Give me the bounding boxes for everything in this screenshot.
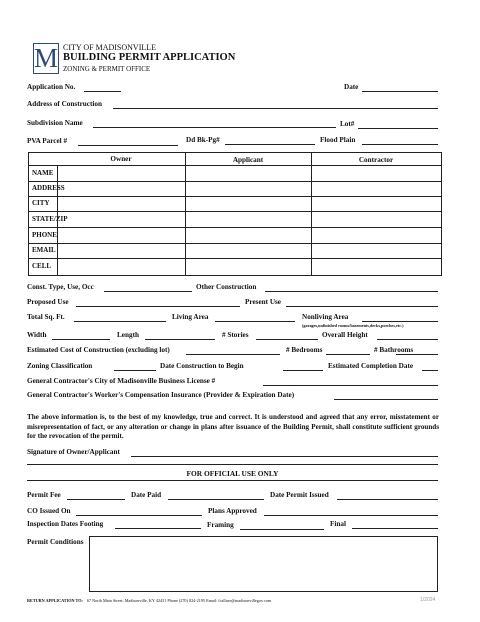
framing-field[interactable] — [240, 529, 324, 530]
official-heading: FOR OFFICIAL USE ONLY — [186, 469, 279, 478]
overall-height-label: Overall Height — [322, 331, 368, 339]
lot-label: Lot# — [340, 120, 355, 128]
signature-field[interactable] — [131, 456, 438, 457]
dd-bk-label: Dd Bk-Pg# — [186, 136, 220, 144]
plans-approved-field[interactable] — [264, 515, 438, 516]
official-top-rule — [27, 464, 438, 465]
est-cost-label: Estimated Cost of Construction (excluding lot) — [27, 346, 170, 354]
framing-label: Framing — [207, 521, 234, 529]
logo-letter: M — [34, 43, 59, 73]
present-use-label: Present Use — [245, 298, 281, 306]
subdivision-label: Subdivision Name — [27, 119, 83, 127]
contact-table — [28, 152, 442, 276]
row-label-name: NAME — [32, 169, 54, 177]
contractor-header: Contractor — [358, 156, 394, 164]
zoning-label: Zoning Classification — [27, 362, 93, 370]
overall-height-field[interactable] — [377, 339, 438, 340]
date-begin-field[interactable] — [283, 370, 323, 371]
flood-plain-field[interactable] — [362, 144, 438, 145]
subdivision-field[interactable] — [93, 127, 336, 128]
width-label: Width — [27, 331, 47, 339]
length-field[interactable] — [145, 339, 215, 340]
date-label: Date — [344, 83, 359, 91]
city-name: CITY OF MADISONVILLE — [63, 43, 157, 52]
living-area-label: Living Area — [172, 313, 209, 321]
permit-fee-field[interactable] — [67, 499, 125, 500]
permit-conditions-box[interactable] — [89, 536, 438, 592]
other-construction-field[interactable] — [265, 291, 438, 292]
est-cost-field[interactable] — [186, 354, 280, 355]
bathrooms-label: # Bathrooms — [374, 346, 414, 354]
row-label-email: EMAIL — [32, 246, 56, 254]
application-no-label: Application No. — [27, 83, 76, 91]
footing-field[interactable] — [115, 528, 201, 529]
owner-header: Owner — [110, 155, 132, 163]
page-title: BUILDING PERMIT APPLICATION — [63, 52, 236, 63]
const-type-label: Const. Type, Use, Occ — [27, 283, 94, 291]
nonliving-note: (garages,unfinished rooms/basements,decks,porches,etc.) — [302, 323, 404, 328]
total-sqft-label: Total Sq. Ft. — [27, 313, 65, 321]
bedrooms-label: # Bedrooms — [286, 346, 323, 354]
pva-label: PVA Parcel # — [27, 137, 68, 145]
co-issued-field[interactable] — [76, 515, 202, 516]
footer-return-label: RETURN APPLICATION TO: — [27, 598, 83, 603]
width-field[interactable] — [52, 339, 110, 340]
dd-bk-field[interactable] — [225, 144, 315, 145]
insurance-label: General Contractor's Worker's Compensation Insurance (Provider & Expiration Date) — [27, 391, 295, 399]
office-name: ZONING & PERMIT OFFICE — [63, 65, 151, 73]
footer-return-info: 67 North Main Street, Madisonville, KY 42431 Phone (270) 824-2195 Email: fcalluse@madisonvillegov.com — [86, 598, 272, 603]
address-construction-field[interactable] — [113, 108, 438, 109]
living-area-field[interactable] — [215, 321, 295, 322]
row-label-phone: PHONE — [32, 231, 57, 239]
row-label-cell: CELL — [32, 262, 52, 270]
other-construction-label: Other Construction — [196, 283, 257, 291]
stories-field[interactable] — [256, 339, 318, 340]
date-begin-label: Date Construction to Begin — [160, 362, 244, 370]
nonliving-area-label: Nonliving Area — [302, 313, 349, 321]
const-type-field[interactable] — [104, 291, 192, 292]
date-field[interactable] — [362, 91, 438, 92]
est-completion-field[interactable] — [422, 370, 438, 371]
present-use-field[interactable] — [286, 306, 438, 307]
lot-field[interactable] — [358, 128, 438, 129]
date-paid-label: Date Paid — [131, 491, 162, 499]
row-label-address: ADDRESS — [32, 184, 65, 192]
footer-return — [27, 598, 271, 603]
row-label-state-zip: STATE/ZIP — [32, 215, 68, 223]
est-completion-label: Estimated Completion Date — [328, 362, 414, 370]
permit-fee-label: Permit Fee — [27, 491, 61, 499]
proposed-use-field[interactable] — [76, 306, 240, 307]
license-label: General Contractor's City of Madisonville Business License # — [27, 377, 216, 385]
stories-label: # Stories — [222, 331, 249, 339]
co-issued-label: CO Issued On — [27, 507, 71, 515]
date-issued-label: Date Permit Issued — [270, 491, 329, 499]
final-label: Final — [330, 520, 346, 528]
date-paid-field[interactable] — [168, 499, 264, 500]
final-field[interactable] — [352, 528, 438, 529]
total-sqft-field[interactable] — [74, 321, 166, 322]
form-version: 1/2024 — [420, 597, 436, 603]
bedrooms-field[interactable] — [326, 354, 370, 355]
applicant-header: Applicant — [232, 156, 264, 164]
license-field[interactable] — [263, 385, 438, 386]
flood-plain-label: Flood Plain — [320, 136, 356, 144]
date-issued-field[interactable] — [337, 499, 438, 500]
inspection-footing-label: Inspection Dates Footing — [27, 520, 104, 528]
signature-label: Signature of Owner/Applicant — [27, 448, 120, 456]
zoning-field[interactable] — [114, 370, 156, 371]
application-no-field[interactable] — [84, 91, 121, 92]
row-label-city: CITY — [32, 199, 50, 207]
official-bottom-rule — [27, 480, 438, 481]
pva-field[interactable] — [78, 145, 178, 146]
plans-approved-label: Plans Approved — [208, 507, 257, 515]
nonliving-area-field[interactable] — [362, 321, 438, 322]
bathrooms-field[interactable] — [396, 354, 438, 355]
address-construction-label: Address of Construction — [27, 100, 102, 108]
proposed-use-label: Proposed Use — [27, 298, 69, 306]
length-label: Length — [117, 331, 139, 339]
permit-conditions-label: Permit Conditions — [27, 538, 84, 546]
city-logo — [33, 43, 59, 74]
certification-statement: The above information is, to the best of my knowledge, true and correct. It is understood and agreed that any error, misstatement or misrepresentation of fact, or any alteration or change in plans after issuance of the Building Permit, shall constitute sufficient grounds for the revocation of the permit. — [27, 413, 439, 440]
insurance-field[interactable] — [334, 399, 438, 400]
